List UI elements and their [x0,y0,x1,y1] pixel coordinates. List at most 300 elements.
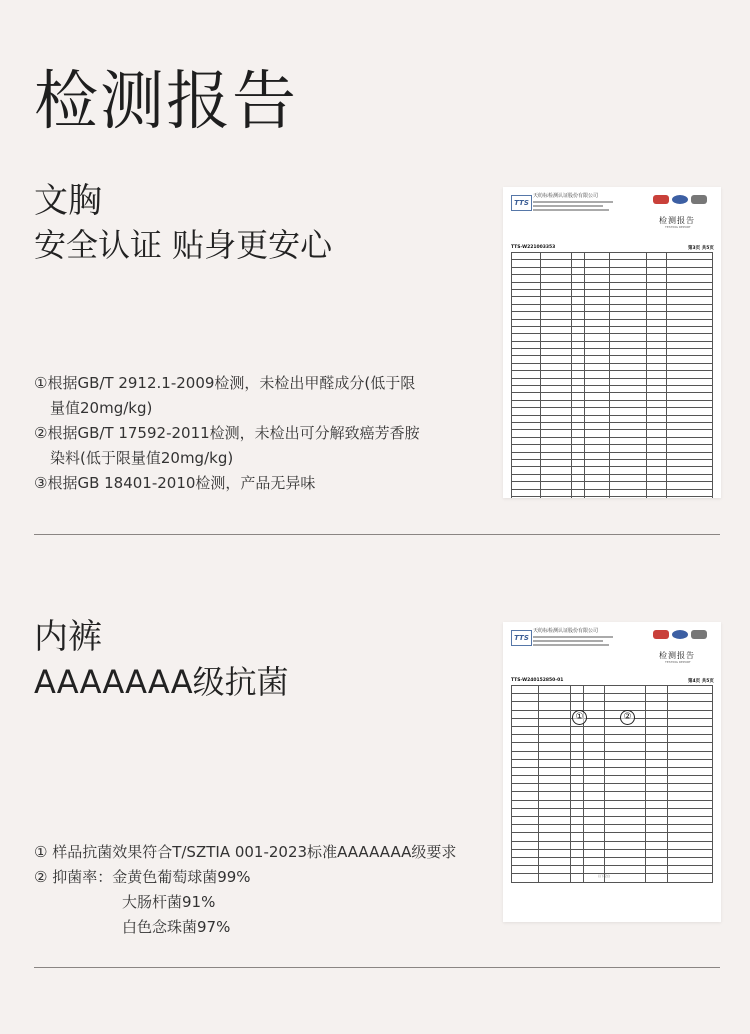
report-table-cell [583,776,604,784]
report-table-cell [512,326,541,333]
report-table-cell [585,334,609,341]
report-table-cell [667,866,713,874]
report-table-cell [585,445,609,452]
report-table-cell [512,452,541,459]
report-table-row [512,489,713,496]
report-table-cell [609,282,646,289]
report-table-cell [647,474,667,481]
report-table-cell [540,349,571,356]
report-table-cell [667,694,713,702]
report-table-cell [585,489,609,496]
report-table-cell [540,482,571,489]
report-table-cell [585,496,609,498]
report-table-cell [512,849,539,857]
report-table-cell [667,437,713,444]
report-table-cell [646,735,667,743]
report-table-cell [539,800,570,808]
report-table-row [512,751,713,759]
report-table-cell [667,341,713,348]
report-table-cell [647,267,667,274]
report-footer-note: 以下空白 [598,874,611,878]
report-table-cell [571,371,585,378]
report-table-cell [647,393,667,400]
report-table-cell [609,304,646,311]
report-table-cell [512,718,539,726]
report-table-cell [585,312,609,319]
report-table-cell [540,430,571,437]
report-table-cell [570,833,583,841]
report-table-row [512,459,713,466]
report-table-cell [571,430,585,437]
report-table-cell [585,275,609,282]
report-table-cell [512,833,539,841]
report-table-cell [540,393,571,400]
report-table-cell [604,784,645,792]
report-table-cell [570,726,583,734]
report-table-cell [539,857,570,865]
report-table-cell [570,849,583,857]
report-title: 检测报告 [659,216,695,225]
report-table-row [512,326,713,333]
report-table-cell [667,289,713,296]
report-table-cell [570,866,583,874]
bra-test-report-image [503,187,721,498]
report-table-cell [512,267,541,274]
bra-subheading: 安全认证 贴身更安心 [34,226,333,264]
report-table-cell [540,282,571,289]
report-header-line [533,640,603,642]
report-table-cell [540,289,571,296]
bra-note-3: ③根据GB 18401-2010检测，产品无异味 [34,474,316,492]
report-table-cell [570,792,583,800]
report-table-cell [646,718,667,726]
report-table-cell [512,312,541,319]
report-table-cell [571,275,585,282]
report-table-cell [571,304,585,311]
report-table-cell [667,400,713,407]
report-table-cell [583,841,604,849]
report-table-cell [512,415,541,422]
report-table-cell [604,833,645,841]
report-table-cell [609,452,646,459]
report-table-cell [571,400,585,407]
report-table-row [512,334,713,341]
underwear-notes [34,840,456,940]
report-table-cell [667,260,713,267]
report-table-cell [571,467,585,474]
report-table-cell [540,371,571,378]
certification-badges [653,195,707,204]
report-table-cell [583,857,604,865]
report-table-cell [667,282,713,289]
report-table-row [512,474,713,481]
report-table-cell [647,430,667,437]
report-table-cell [667,452,713,459]
report-table-cell [512,341,541,348]
report-table-cell [667,275,713,282]
report-table-cell [667,496,713,498]
underwear-test-report-image [503,622,721,922]
report-header-line [533,636,613,638]
report-header-line [533,201,613,203]
report-table-cell [647,341,667,348]
report-table-cell [570,825,583,833]
report-table-cell [512,817,539,825]
report-table-row [512,430,713,437]
section-divider [34,967,720,968]
report-table-cell [540,267,571,274]
report-table-cell [667,430,713,437]
report-table-row [512,694,713,702]
page-title: 检测报告 [34,65,298,139]
report-table-cell [570,751,583,759]
report-table-cell [540,489,571,496]
report-table-cell [646,694,667,702]
report-table-cell [646,759,667,767]
bra-note-1-cont: 量值20mg/kg) [50,399,153,417]
report-table-row [512,304,713,311]
report-table-cell [570,784,583,792]
report-table-cell [667,710,713,718]
report-table-row [512,267,713,274]
report-table-cell [604,800,645,808]
report-table-cell [667,849,713,857]
report-table-row [512,386,713,393]
report-table-row [512,833,713,841]
report-table-cell [512,743,539,751]
report-table-cell [571,356,585,363]
report-table-cell [512,363,541,370]
report-table-cell [571,422,585,429]
report-table-cell [571,386,585,393]
report-table-cell [512,437,541,444]
report-table-cell [512,393,541,400]
report-table-cell [646,849,667,857]
report-table-cell [540,334,571,341]
report-table-cell [604,874,645,882]
report-table-cell [583,800,604,808]
underwear-subheading: AAAAAAA级抗菌 [34,663,289,701]
report-table-cell [667,371,713,378]
report-table-cell [667,489,713,496]
report-table-cell [570,800,583,808]
report-table-cell [667,482,713,489]
report-table-cell [512,289,541,296]
report-table-cell [585,341,609,348]
report-table-cell [604,751,645,759]
report-table-cell [604,743,645,751]
report-table-cell [539,735,570,743]
report-table-cell [570,817,583,825]
report-table-cell [609,356,646,363]
cma-badge-icon [691,630,707,639]
report-table-cell [512,686,539,694]
report-table-cell [540,386,571,393]
report-table-cell [609,334,646,341]
report-table-cell [647,452,667,459]
ilac-badge-icon [653,195,669,204]
report-table-cell [609,408,646,415]
report-table-cell [585,378,609,385]
report-table-cell [512,735,539,743]
report-table-cell [583,751,604,759]
report-table-row [512,726,713,734]
report-table-cell [539,808,570,816]
report-table-cell [571,267,585,274]
report-table-cell [647,275,667,282]
report-table-row [512,400,713,407]
report-table-cell [512,702,539,710]
report-table-cell [604,767,645,775]
bra-heading: 文胸 [34,181,102,221]
report-table-cell [539,874,570,882]
report-table-cell [646,841,667,849]
report-table-row [512,341,713,348]
report-table-cell [667,743,713,751]
report-table-cell [539,849,570,857]
report-table-cell [667,841,713,849]
report-table-cell [539,759,570,767]
report-table-row [512,784,713,792]
antibacterial-rate-2: 大肠杆菌91% [122,893,216,911]
report-table-cell [604,817,645,825]
report-table-row [512,422,713,429]
report-table-cell [571,312,585,319]
report-table-cell [540,452,571,459]
report-table-cell [646,743,667,751]
report-table-row [512,349,713,356]
report-table-row [512,253,713,260]
report-table-cell [647,312,667,319]
report-table-row [512,312,713,319]
report-table-cell [571,459,585,466]
report-table-cell [647,445,667,452]
report-table-cell [583,735,604,743]
report-table-cell [667,297,713,304]
report-table-cell [585,253,609,260]
report-table-row [512,776,713,784]
report-table-cell [512,767,539,775]
report-table-cell [667,702,713,710]
report-table-cell [667,319,713,326]
report-table-cell [604,735,645,743]
report-table-cell [667,304,713,311]
report-table-cell [585,289,609,296]
report-table-cell [609,422,646,429]
highlight-circle-2: ② [620,710,635,725]
report-table-row [512,275,713,282]
report-table-cell [609,267,646,274]
report-table-cell [512,400,541,407]
report-table-row [512,356,713,363]
report-table-cell [512,467,541,474]
report-table-cell [570,735,583,743]
report-table-cell [539,866,570,874]
report-table-cell [667,792,713,800]
report-table-cell [571,482,585,489]
report-table-cell [539,784,570,792]
report-table-cell [646,825,667,833]
report-table-cell [667,415,713,422]
report-table-cell [667,833,713,841]
report-table-cell [667,326,713,333]
report-table-cell [646,817,667,825]
report-table-cell [647,496,667,498]
report-table-cell [539,694,570,702]
report-table-cell [539,751,570,759]
bra-note-2-cont: 染料(低于限量值20mg/kg) [50,449,234,467]
report-table-cell [667,459,713,466]
report-table-cell [646,808,667,816]
report-table-cell [539,710,570,718]
report-company: 天纺标检测认证股份有限公司 [533,628,599,634]
antibacterial-rate-1: 金黄色葡萄球菌99% [112,868,251,886]
antibacterial-rate-label: ② 抑菌率： [34,868,113,886]
report-table-cell [646,800,667,808]
report-table-cell [540,319,571,326]
report-table-cell [539,686,570,694]
report-table-cell [646,784,667,792]
report-table-cell [667,378,713,385]
report-table-cell [647,326,667,333]
report-table-cell [647,489,667,496]
report-table-row [512,710,713,718]
report-table-cell [646,767,667,775]
report-table-cell [571,334,585,341]
report-table-cell [571,260,585,267]
report-table-cell [512,874,539,882]
report-table-cell [540,312,571,319]
report-table-cell [583,743,604,751]
report-table-cell [609,289,646,296]
report-table-cell [609,459,646,466]
report-table-cell [646,792,667,800]
report-table-cell [609,400,646,407]
report-table-cell [585,430,609,437]
report-table-cell [512,408,541,415]
report-table-cell [512,694,539,702]
report-table-cell [609,349,646,356]
report-table-row [512,415,713,422]
report-table-cell [583,833,604,841]
cma-badge-icon [691,195,707,204]
report-table-cell [512,422,541,429]
report-table-cell [585,467,609,474]
report-table-cell [609,363,646,370]
report-table-cell [667,408,713,415]
report-table-cell [646,776,667,784]
report-table-cell [667,808,713,816]
report-table-cell [667,363,713,370]
report-table-cell [609,297,646,304]
report-table-cell [647,482,667,489]
report-table-row [512,408,713,415]
report-table-cell [647,437,667,444]
report-table-cell [604,857,645,865]
report-subtitle: TESTING REPORT [665,660,691,664]
report-table-cell [604,686,645,694]
highlight-circle-1: ① [572,710,587,725]
report-table-cell [647,289,667,296]
report-table-cell [571,253,585,260]
report-table-cell [647,386,667,393]
report-table-cell [571,496,585,498]
report-table-cell [571,393,585,400]
report-table-cell [647,400,667,407]
report-table-row [512,849,713,857]
report-table-cell [583,808,604,816]
report-table-cell [585,386,609,393]
report-table-cell [512,304,541,311]
report-table-cell [539,726,570,734]
report-table-cell [667,817,713,825]
report-table-cell [512,841,539,849]
report-table-cell [512,275,541,282]
report-table-cell [646,833,667,841]
report-table-cell [667,735,713,743]
report-table-cell [647,422,667,429]
report-table-cell [667,686,713,694]
report-table-cell [585,437,609,444]
report-table-cell [539,833,570,841]
report-table-cell [512,800,539,808]
report-table-cell [540,341,571,348]
report-table-cell [647,304,667,311]
report-table-cell [512,253,541,260]
report-table-cell [667,718,713,726]
report-table-cell [571,474,585,481]
report-page-number: 第4页 共5页 [688,679,714,684]
report-table-row [512,378,713,385]
report-table-cell [585,319,609,326]
report-table-cell [539,825,570,833]
report-table-cell [539,841,570,849]
report-table-cell [570,694,583,702]
report-table-row [512,759,713,767]
section-divider [34,534,720,535]
report-table-cell [512,784,539,792]
report-table-cell [570,808,583,816]
report-table-cell [512,334,541,341]
report-table-cell [667,312,713,319]
report-table-cell [609,378,646,385]
report-table-cell [667,874,713,882]
report-table-row [512,866,713,874]
bra-notes [34,371,420,496]
report-table-cell [667,422,713,429]
report-table-cell [609,437,646,444]
report-table-cell [512,319,541,326]
report-table-cell [647,319,667,326]
report-table-row [512,743,713,751]
report-table-cell [667,334,713,341]
report-table-cell [512,751,539,759]
report-table-cell [604,694,645,702]
report-table-cell [667,356,713,363]
report-table-cell [571,289,585,296]
underwear-note-1: ① 样品抗菌效果符合T/SZTIA 001-2023标准AAAAAAA级要求 [34,843,457,861]
report-table-cell [585,422,609,429]
report-table-cell [646,751,667,759]
report-table-cell [604,849,645,857]
underwear-heading: 内裤 [34,617,102,657]
report-table-row [512,297,713,304]
report-table-cell [540,260,571,267]
report-table-cell [647,297,667,304]
report-table-cell [540,408,571,415]
report-table-cell [646,866,667,874]
report-table-row [512,817,713,825]
